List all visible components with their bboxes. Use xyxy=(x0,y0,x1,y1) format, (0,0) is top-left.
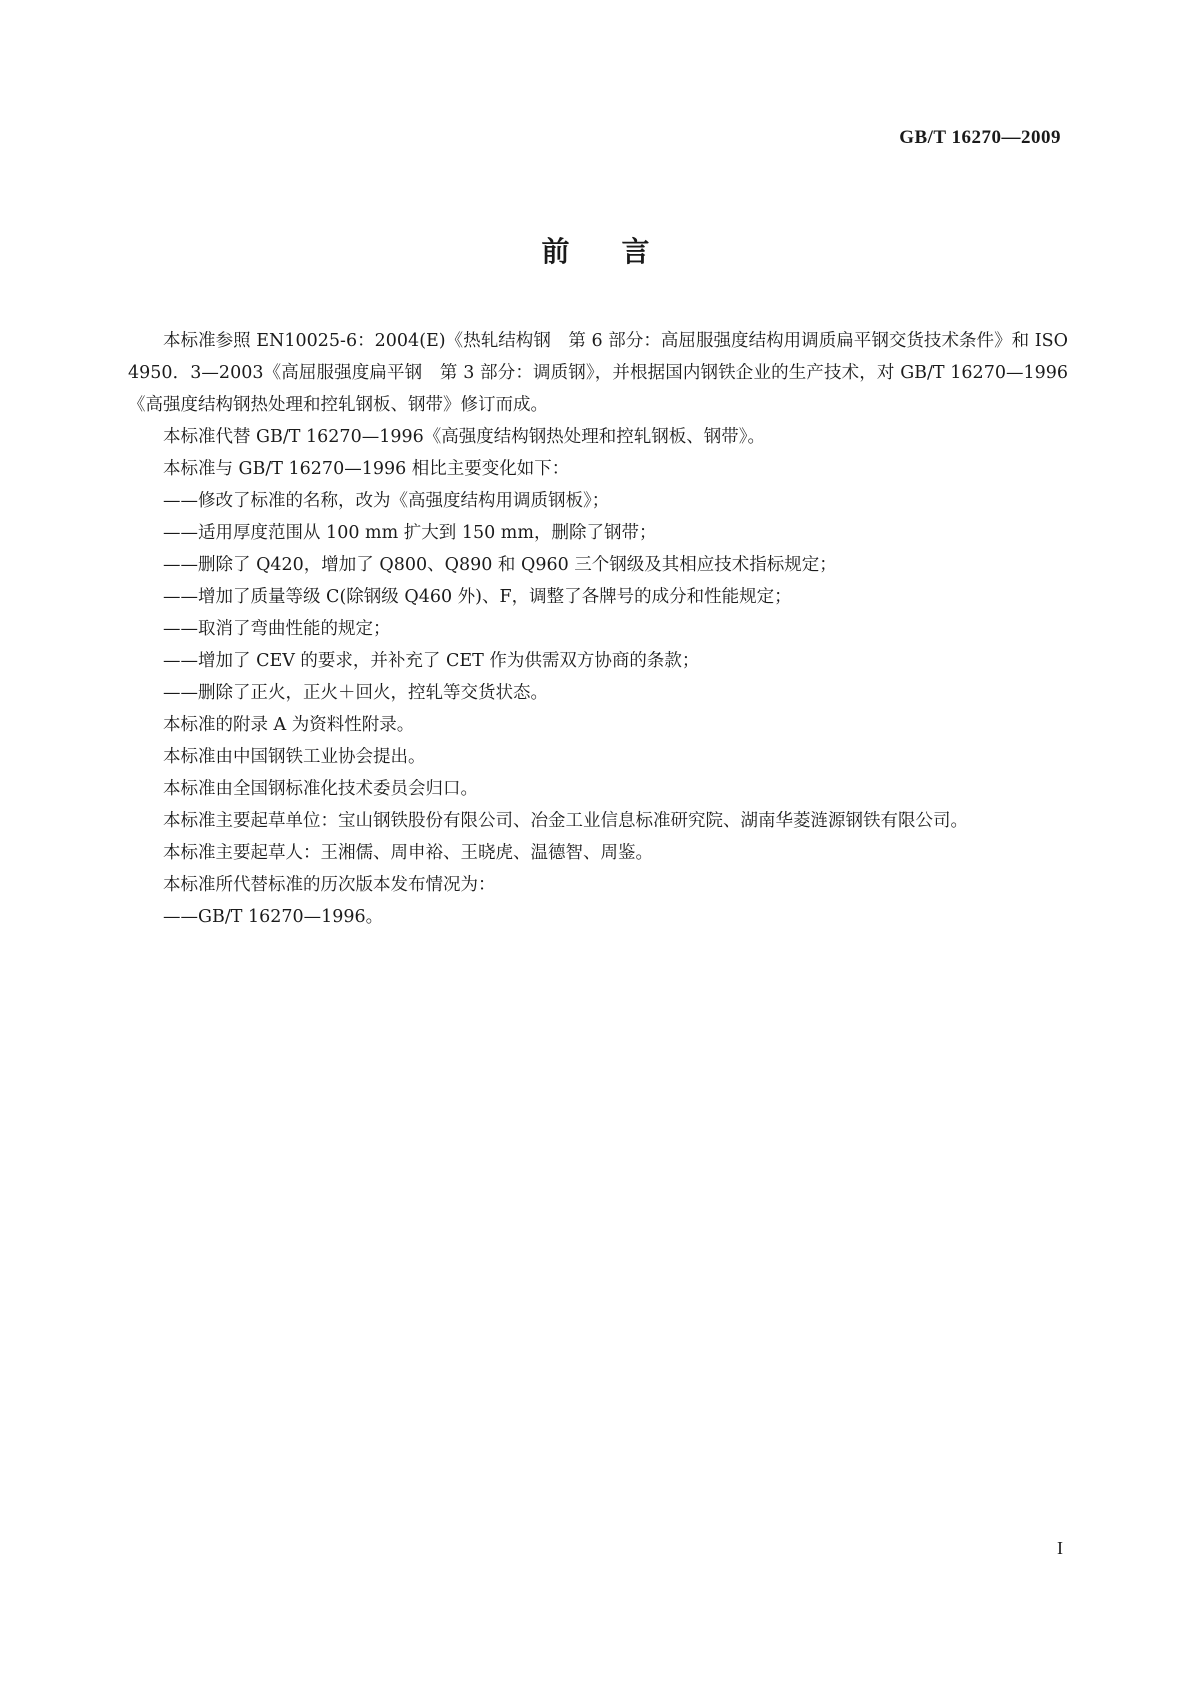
paragraph-reference: 本标准参照 EN10025-6：2004(E)《热轧结构钢 第 6 部分：高屈服强度结构用调质扁平钢交货技术条件》和 ISO 4950．3—2003《高屈服强度扁平钢 第 3 部分：调质钢》，并根据国内钢铁企业的生产技术，对 GB/T 16270—1996《高强度结构钢热处理和控轧钢板、钢带》修订而成。 xyxy=(128,331,1068,415)
history-item: ——GB/T 16270—1996。 xyxy=(163,907,384,927)
foreword-body xyxy=(128,325,1068,933)
paragraph-changes-intro: 本标准与 GB/T 16270—1996 相比主要变化如下： xyxy=(163,459,570,479)
paragraph-annex: 本标准的附录 A 为资料性附录。 xyxy=(163,715,415,735)
paragraph-drafting-units: 本标准主要起草单位：宝山钢铁股份有限公司、冶金工业信息标准研究院、湖南华菱涟源钢铁有限公司。 xyxy=(163,811,968,831)
paragraph-under-jurisdiction: 本标准由全国钢标准化技术委员会归口。 xyxy=(163,779,478,799)
standard-code: GB/T 16270—2009 xyxy=(899,127,1061,148)
change-item: ——删除了正火，正火＋回火，控轧等交货状态。 xyxy=(163,683,548,703)
change-item: ——修改了标准的名称，改为《高强度结构用调质钢板》； xyxy=(163,491,610,511)
paragraph-history-intro: 本标准所代替标准的历次版本发布情况为： xyxy=(163,875,496,895)
change-item: ——增加了 CEV 的要求，并补充了 CET 作为供需双方协商的条款； xyxy=(163,651,700,671)
paragraph-drafters: 本标准主要起草人：王湘儒、周申裕、王晓虎、温德智、周鉴。 xyxy=(163,843,653,863)
paragraph-proposed-by: 本标准由中国钢铁工业协会提出。 xyxy=(163,747,426,767)
change-item: ——删除了 Q420，增加了 Q800、Q890 和 Q960 三个钢级及其相应技术指标规定； xyxy=(163,555,837,575)
page-number: I xyxy=(1057,1538,1063,1558)
paragraph-replaces: 本标准代替 GB/T 16270—1996《高强度结构钢热处理和控轧钢板、钢带》。 xyxy=(163,427,765,447)
change-item: ——增加了质量等级 C(除钢级 Q460 外)、F，调整了各牌号的成分和性能规定； xyxy=(163,587,792,607)
change-item: ——取消了弯曲性能的规定； xyxy=(163,619,391,639)
page-title: 前言 xyxy=(541,235,702,268)
change-item: ——适用厚度范围从 100 mm 扩大到 150 mm，删除了钢带； xyxy=(163,523,657,543)
